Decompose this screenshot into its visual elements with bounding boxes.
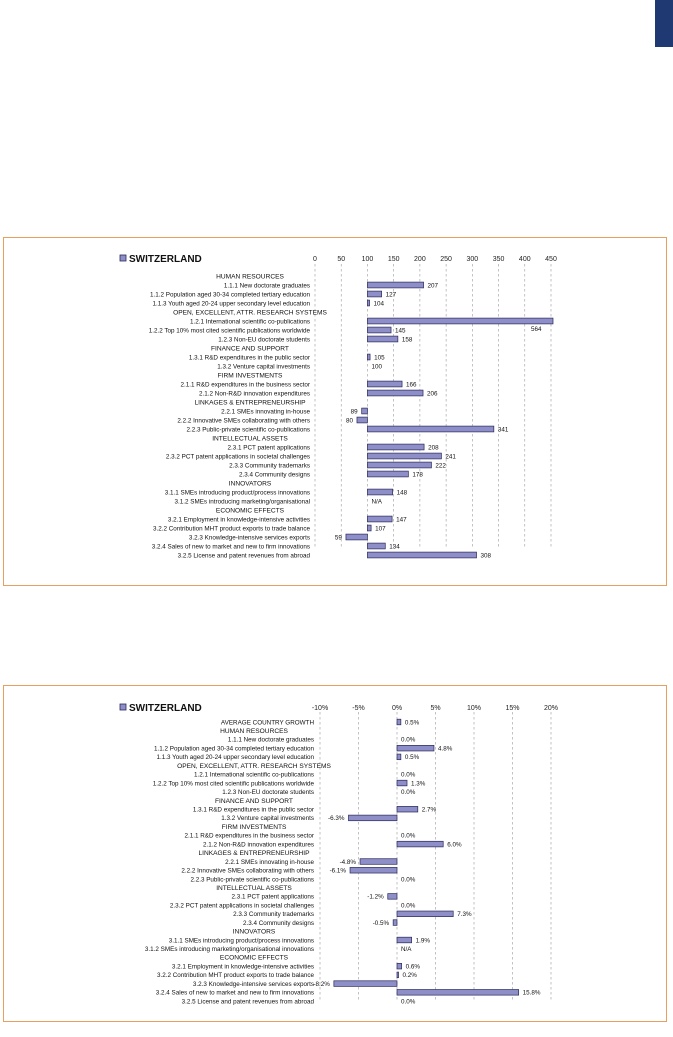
row-label: 2.2.3 Public-private scientific co-publications	[186, 426, 310, 434]
value-label: 341	[497, 426, 509, 434]
row-label: 1.2.1 International scientific co-publications	[193, 771, 314, 779]
value-label: 0.5%	[404, 719, 420, 727]
value-label: 148	[396, 489, 408, 497]
row-label: 2.3.3 Community trademarks	[229, 462, 310, 470]
value-label: 308	[480, 552, 492, 560]
row-label: 1.3.2 Venture capital investments	[221, 815, 314, 823]
row-label: 3.1.2 SMEs introducing marketing/organisational innovations	[144, 946, 314, 954]
value-label: 0.0%	[401, 902, 416, 910]
bar	[397, 963, 402, 969]
row-label: 3.2.3 Knowledge-intensive services exports	[188, 534, 310, 542]
row-label: 3.2.2 Contribution MHT product exports to trade balance	[156, 972, 314, 980]
row-label: 3.2.5 License and patent revenues from abroad	[181, 998, 314, 1006]
value-label: 0.2%	[402, 972, 417, 980]
row-label: 2.2.2 Innovative SMEs collaborating with others	[181, 867, 314, 875]
value-label: 134	[389, 543, 400, 551]
bar	[360, 859, 397, 865]
row-label: 2.2.2 Innovative SMEs collaborating with others	[177, 417, 310, 425]
bar	[393, 920, 397, 926]
value-label: 208	[428, 444, 439, 452]
x-tick-label: 50	[337, 256, 346, 263]
row-label: 3.2.3 Knowledge-intensive services exports	[192, 980, 314, 988]
value-label: 127	[385, 291, 397, 299]
value-label: 4.8%	[437, 745, 453, 753]
value-label: -1.2%	[367, 893, 384, 901]
row-label: 3.2.2 Contribution MHT product exports to trade balance	[152, 525, 310, 533]
x-tick-label: 200	[414, 256, 426, 263]
value-label: 0.0%	[401, 876, 416, 884]
value-label: 80	[345, 417, 353, 425]
row-label: 1.3.1 R&D expenditures in the public sector	[192, 806, 314, 814]
row-label: 1.1.1 New doctorate graduates	[227, 736, 314, 744]
bar	[397, 911, 453, 917]
bar	[367, 462, 431, 468]
value-label: 241	[445, 453, 456, 461]
chart-title: SWITZERLAND	[129, 254, 202, 265]
value-label: 207	[427, 282, 439, 290]
value-label: 89	[350, 408, 358, 416]
bar	[346, 534, 368, 540]
value-label: -8.2%	[313, 980, 330, 988]
row-label: 1.1.1 New doctorate graduates	[223, 282, 310, 290]
section-heading: LINKAGES & ENTREPRENEURSHIP	[194, 399, 306, 407]
legend-swatch	[120, 704, 126, 710]
value-label: 0.0%	[401, 771, 416, 779]
section-heading: FIRM INVESTMENTS	[221, 823, 287, 831]
x-tick-label: 0%	[391, 705, 403, 712]
value-label: 145	[395, 327, 406, 335]
x-tick-label: 0	[313, 256, 317, 263]
value-label: 206	[427, 390, 438, 398]
bar	[367, 444, 424, 450]
value-label: 59	[334, 534, 342, 542]
row-label: 1.1.3 Youth aged 20-24 upper secondary level education	[156, 754, 314, 762]
row-label: 3.2.4 Sales of new to market and new to firm innovations	[155, 989, 314, 997]
value-label: 1.3%	[411, 780, 426, 788]
section-heading: LINKAGES & ENTREPRENEURSHIP	[198, 850, 310, 858]
bar	[367, 318, 553, 324]
bar	[367, 525, 371, 531]
bar	[367, 300, 369, 306]
bar	[367, 291, 381, 297]
bar	[367, 381, 402, 387]
value-label: 166	[406, 381, 417, 389]
row-label: 1.2.2 Top 10% most cited scientific publications worldwide	[152, 780, 314, 788]
x-tick-label: 300	[466, 256, 479, 263]
section-heading: FINANCE AND SUPPORT	[211, 345, 289, 353]
row-label: 1.3.2 Venture capital investments	[217, 363, 310, 371]
bar	[348, 815, 397, 821]
row-label: 2.1.2 Non-R&D innovation expenditures	[203, 841, 314, 849]
value-label: 0.0%	[401, 832, 416, 840]
section-heading: FIRM INVESTMENTS	[217, 372, 283, 380]
bar	[397, 937, 412, 943]
row-label: 3.2.4 Sales of new to market and new to firm innovations	[151, 543, 310, 551]
row-label: 3.1.1 SMEs introducing product/process innovations	[168, 937, 314, 945]
row-label: 1.2.3 Non-EU doctorate students	[218, 336, 310, 344]
row-label: 1.1.2 Population aged 30-34 completed tertiary education	[154, 745, 314, 753]
value-label: 6.0%	[447, 841, 462, 849]
row-label: 2.3.1 PCT patent applications	[231, 893, 314, 901]
bar	[362, 408, 368, 414]
section-heading: FINANCE AND SUPPORT	[215, 797, 293, 805]
value-label: -6.1%	[329, 867, 347, 875]
row-label: 2.1.1 R&D expenditures in the business sector	[184, 832, 314, 840]
bar	[334, 981, 397, 987]
x-tick-label: -10%	[311, 705, 329, 712]
section-heading: ECONOMIC EFFECTS	[219, 954, 289, 962]
section-heading: HUMAN RESOURCES	[220, 728, 288, 736]
row-label: 2.3.4 Community designs	[242, 919, 314, 927]
value-label: -6.3%	[328, 815, 345, 823]
bar	[367, 390, 423, 396]
x-tick-label: 450	[545, 256, 557, 263]
section-heading: ECONOMIC EFFECTS	[215, 507, 285, 515]
bar	[397, 745, 434, 751]
value-label: 15.8%	[522, 989, 541, 997]
row-label: 2.3.2 PCT patent applications in societal challenges	[169, 902, 314, 910]
value-label: 104	[373, 300, 385, 308]
row-label: 1.2.2 Top 10% most cited scientific publications worldwide	[148, 327, 310, 335]
row-label: 2.1.2 Non-R&D innovation expenditures	[199, 390, 310, 398]
x-tick-label: 350	[492, 256, 505, 263]
bar	[388, 894, 397, 900]
bar	[367, 354, 370, 360]
bar	[397, 972, 399, 978]
row-label: 1.2.1 International scientific co-publications	[189, 318, 310, 326]
value-label: 0.5%	[404, 754, 420, 762]
value-label: 178	[412, 471, 423, 479]
x-tick-label: 5%	[430, 705, 441, 712]
bar	[350, 867, 397, 873]
bar	[367, 471, 408, 477]
bar	[367, 426, 493, 432]
value-label: 147	[396, 516, 407, 524]
row-label: 3.2.5 License and patent revenues from abroad	[177, 552, 310, 560]
value-label: 7.3%	[457, 911, 472, 919]
value-label: 564	[531, 326, 542, 333]
row-label: 2.3.1 PCT patent applications	[227, 444, 310, 452]
row-label: 1.1.2 Population aged 30-34 completed tertiary education	[150, 291, 310, 299]
x-tick-label: 10%	[466, 705, 482, 712]
value-label: 100	[371, 363, 382, 371]
row-label: AVERAGE COUNTRY GROWTH	[220, 719, 314, 727]
value-label: 222	[435, 462, 446, 470]
bar	[357, 417, 367, 423]
bar	[397, 719, 401, 725]
bar	[397, 780, 407, 786]
bar	[397, 841, 443, 847]
x-tick-label: 400	[518, 256, 531, 263]
value-label: 0.0%	[401, 736, 416, 744]
bar	[367, 336, 397, 342]
row-label: 2.3.4 Community designs	[238, 471, 310, 479]
row-label: 3.2.1 Employment in knowledge-intensive activities	[167, 516, 310, 524]
value-label: N/A	[401, 946, 412, 954]
chart-2	[120, 703, 558, 1005]
x-tick-label: 100	[361, 256, 374, 263]
value-label: 1.9%	[415, 937, 430, 945]
section-heading: INNOVATORS	[228, 480, 272, 488]
bar	[367, 489, 392, 495]
section-heading: INNOVATORS	[232, 928, 276, 936]
section-heading: OPEN, EXCELLENT, ATTR. RESEARCH SYSTEMS	[177, 762, 331, 770]
row-label: 1.1.3 Youth aged 20-24 upper secondary level education	[152, 300, 310, 308]
value-label: 0.6%	[405, 963, 420, 971]
row-label: 2.2.1 SMEs innovating in-house	[225, 858, 314, 866]
row-label: 2.3.2 PCT patent applications in societal challenges	[165, 453, 310, 461]
row-label: 2.2.3 Public-private scientific co-publications	[190, 876, 314, 884]
value-label: 0.0%	[401, 789, 416, 797]
value-label: 158	[401, 336, 413, 344]
value-label: N/A	[371, 498, 382, 506]
row-label: 1.2.3 Non-EU doctorate students	[222, 789, 314, 797]
value-label: 107	[375, 525, 386, 533]
legend-swatch	[120, 255, 126, 261]
x-tick-label: 20%	[543, 705, 559, 712]
value-label: -4.8%	[339, 858, 357, 866]
row-label: 1.3.1 R&D expenditures in the public sector	[188, 354, 310, 362]
row-label: 2.3.3 Community trademarks	[233, 911, 314, 919]
section-heading: INTELLECTUAL ASSETS	[216, 884, 292, 892]
row-label: 3.1.2 SMEs introducing marketing/organisational	[174, 498, 310, 506]
value-label: 105	[374, 354, 385, 362]
row-label: 2.1.1 R&D expenditures in the business sector	[180, 381, 310, 389]
bar	[367, 516, 392, 522]
section-heading: HUMAN RESOURCES	[216, 273, 284, 281]
row-label: 3.2.1 Employment in knowledge-intensive activities	[171, 963, 314, 971]
bar	[397, 806, 418, 812]
bar	[397, 754, 401, 760]
value-label: 0.0%	[401, 998, 416, 1006]
section-heading: OPEN, EXCELLENT, ATTR. RESEARCH SYSTEMS	[173, 309, 327, 317]
section-heading: INTELLECTUAL ASSETS	[212, 435, 288, 443]
bar	[367, 327, 391, 333]
chart-1	[120, 254, 557, 559]
chart-title: SWITZERLAND	[129, 703, 202, 714]
x-tick-label: 15%	[505, 705, 520, 712]
value-label: -0.5%	[372, 919, 390, 927]
x-tick-label: 250	[440, 256, 452, 263]
bar	[367, 543, 385, 549]
row-label: 2.2.1 SMEs innovating in-house	[221, 408, 310, 416]
x-tick-label: -5%	[352, 705, 365, 712]
row-label: 3.1.1 SMEs introducing product/process innovations	[164, 489, 310, 497]
bar	[397, 990, 519, 996]
bar	[367, 453, 441, 459]
bar	[367, 282, 423, 288]
value-label: 2.7%	[421, 806, 437, 814]
x-tick-label: 150	[387, 256, 400, 263]
bar	[367, 552, 476, 558]
